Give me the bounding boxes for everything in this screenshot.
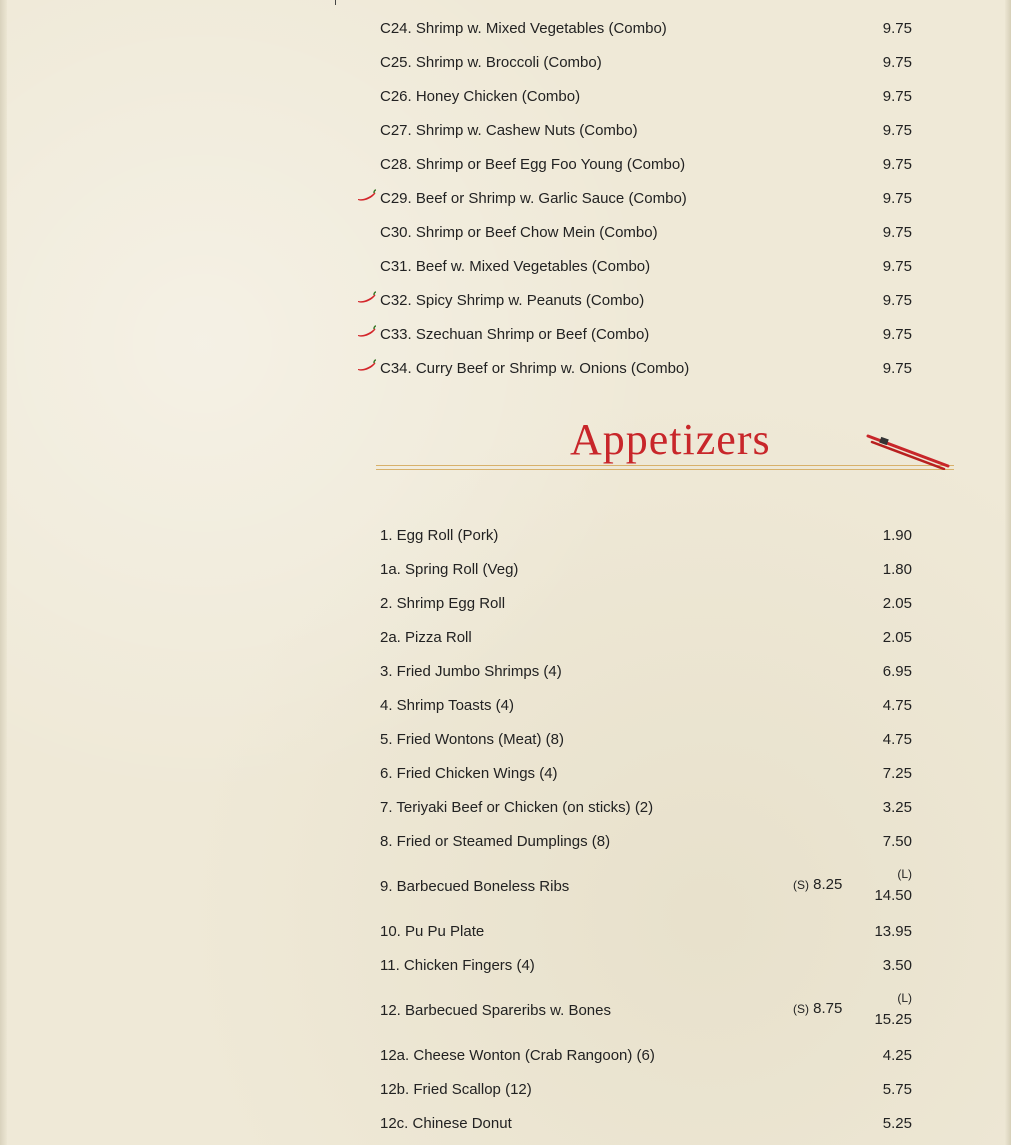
menu-item-row [355, 824, 915, 858]
menu-item-price: 1.80 [882, 560, 912, 578]
menu-item-name: C31. Beef w. Mixed Vegetables (Combo) [380, 257, 651, 275]
menu-item-price: 9.75 [882, 223, 912, 241]
appetizer-menu-list [355, 518, 915, 1140]
menu-item-name: 4. Shrimp Toasts (4) [380, 696, 514, 714]
chili-pepper-icon [357, 291, 377, 305]
menu-item-row [355, 113, 915, 147]
chili-pepper-icon [357, 359, 377, 373]
large-price-value: 15.25 [874, 1011, 912, 1028]
small-price-value: 8.25 [813, 876, 843, 893]
menu-item-name: 11. Chicken Fingers (4) [380, 956, 535, 974]
menu-item-name: C33. Szechuan Shrimp or Beef (Combo) [380, 325, 650, 343]
menu-item-name: 1a. Spring Roll (Veg) [380, 560, 519, 578]
size-label: (L) [897, 867, 912, 881]
menu-item-price: 9.75 [882, 359, 912, 377]
chopsticks-icon [864, 426, 954, 470]
small-price-value: 8.75 [813, 1000, 843, 1017]
menu-item-price: 1.90 [882, 526, 912, 544]
menu-item-row [355, 215, 915, 249]
menu-item-price: 3.50 [882, 956, 912, 974]
small-size-price [793, 876, 842, 893]
menu-item-name: 6. Fried Chicken Wings (4) [380, 764, 558, 782]
menu-item-name: C34. Curry Beef or Shrimp w. Onions (Combo) [380, 359, 690, 377]
menu-item-price: 9.75 [882, 325, 912, 343]
menu-item-name: 2. Shrimp Egg Roll [380, 594, 506, 612]
menu-item-row [355, 283, 915, 317]
menu-item-price: 2.05 [882, 594, 912, 612]
menu-item-name: C30. Shrimp or Beef Chow Mein (Combo) [380, 223, 658, 241]
menu-item-name: 12a. Cheese Wonton (Crab Rangoon) (6) [380, 1046, 655, 1064]
menu-item-price: 9.75 [882, 87, 912, 105]
menu-item-row [355, 11, 915, 45]
menu-item-name: C27. Shrimp w. Cashew Nuts (Combo) [380, 121, 638, 139]
size-label: (S) [793, 878, 809, 892]
menu-item-name: C26. Honey Chicken (Combo) [380, 87, 581, 105]
menu-item-row [355, 317, 915, 351]
menu-item-row [355, 181, 915, 215]
menu-item-row [355, 914, 915, 948]
menu-item-price: 5.25 [882, 1114, 912, 1132]
menu-item-price: 4.75 [882, 696, 912, 714]
menu-item-row [355, 756, 915, 790]
menu-item-price: 7.50 [882, 832, 912, 850]
menu-item-name: 10. Pu Pu Plate [380, 922, 485, 940]
menu-item-price: 9.75 [882, 155, 912, 173]
menu-item-name: C28. Shrimp or Beef Egg Foo Young (Combo) [380, 155, 686, 173]
menu-item-row [355, 45, 915, 79]
page-right-border [1005, 0, 1011, 1145]
menu-item-row [355, 351, 915, 385]
menu-item-price: 9.75 [882, 257, 912, 275]
menu-item-name: 3. Fried Jumbo Shrimps (4) [380, 662, 562, 680]
menu-item-price: 7.25 [882, 764, 912, 782]
menu-item-row [355, 1106, 915, 1140]
menu-item-name: 7. Teriyaki Beef or Chicken (on sticks) (2) [380, 798, 654, 816]
menu-item-price: 9.75 [882, 121, 912, 139]
menu-item-price: 5.75 [882, 1080, 912, 1098]
menu-item-price: 4.25 [882, 1046, 912, 1064]
menu-item-row [355, 858, 915, 914]
menu-item-row [355, 722, 915, 756]
menu-item-row [355, 586, 915, 620]
menu-item-price: 9.75 [882, 189, 912, 207]
menu-item-price: 9.75 [882, 291, 912, 309]
menu-item-price: 2.05 [882, 628, 912, 646]
menu-item-name: 12c. Chinese Donut [380, 1114, 512, 1132]
menu-item-name: 5. Fried Wontons (Meat) (8) [380, 730, 564, 748]
size-label: (S) [793, 1002, 809, 1016]
menu-item-name: C25. Shrimp w. Broccoli (Combo) [380, 53, 602, 71]
menu-item-name: 12b. Fried Scallop (12) [380, 1080, 532, 1098]
large-price-value: 14.50 [874, 887, 912, 904]
menu-item-name: C29. Beef or Shrimp w. Garlic Sauce (Combo) [380, 189, 687, 207]
section-title: Appetizers [570, 415, 771, 464]
menu-item-price: 9.75 [882, 19, 912, 37]
column-divider [335, 0, 336, 5]
menu-item-row [355, 249, 915, 283]
menu-item-row [355, 948, 915, 982]
menu-item-row [355, 147, 915, 181]
menu-item-name: 12. Barbecued Spareribs w. Bones [380, 1001, 611, 1019]
menu-item-name: 9. Barbecued Boneless Ribs [380, 877, 570, 895]
menu-item-row [355, 79, 915, 113]
menu-item-price: 13.95 [874, 922, 912, 940]
appetizers-header [376, 412, 954, 470]
menu-item-row [355, 982, 915, 1038]
menu-item-row [355, 688, 915, 722]
menu-item-price: 6.95 [882, 662, 912, 680]
menu-item-price: 9.75 [882, 53, 912, 71]
small-size-price [793, 1000, 842, 1017]
chili-pepper-icon [357, 189, 377, 203]
menu-item-row [355, 654, 915, 688]
menu-item-row [355, 1072, 915, 1106]
chili-pepper-icon [357, 325, 377, 339]
menu-item-name: C24. Shrimp w. Mixed Vegetables (Combo) [380, 19, 667, 37]
menu-item-name: 1. Egg Roll (Pork) [380, 526, 499, 544]
menu-item-name: C32. Spicy Shrimp w. Peanuts (Combo) [380, 291, 645, 309]
large-size-price [874, 987, 912, 1031]
menu-item-row [355, 1038, 915, 1072]
large-size-price [874, 863, 912, 907]
combo-menu-list [355, 11, 915, 385]
menu-item-row [355, 518, 915, 552]
menu-item-row [355, 552, 915, 586]
menu-item-price: 4.75 [882, 730, 912, 748]
page-left-border [0, 0, 7, 1145]
size-label: (L) [897, 991, 912, 1005]
menu-item-name: 8. Fried or Steamed Dumplings (8) [380, 832, 611, 850]
menu-item-row [355, 620, 915, 654]
menu-item-row [355, 790, 915, 824]
menu-item-name: 2a. Pizza Roll [380, 628, 472, 646]
menu-item-price: 3.25 [882, 798, 912, 816]
